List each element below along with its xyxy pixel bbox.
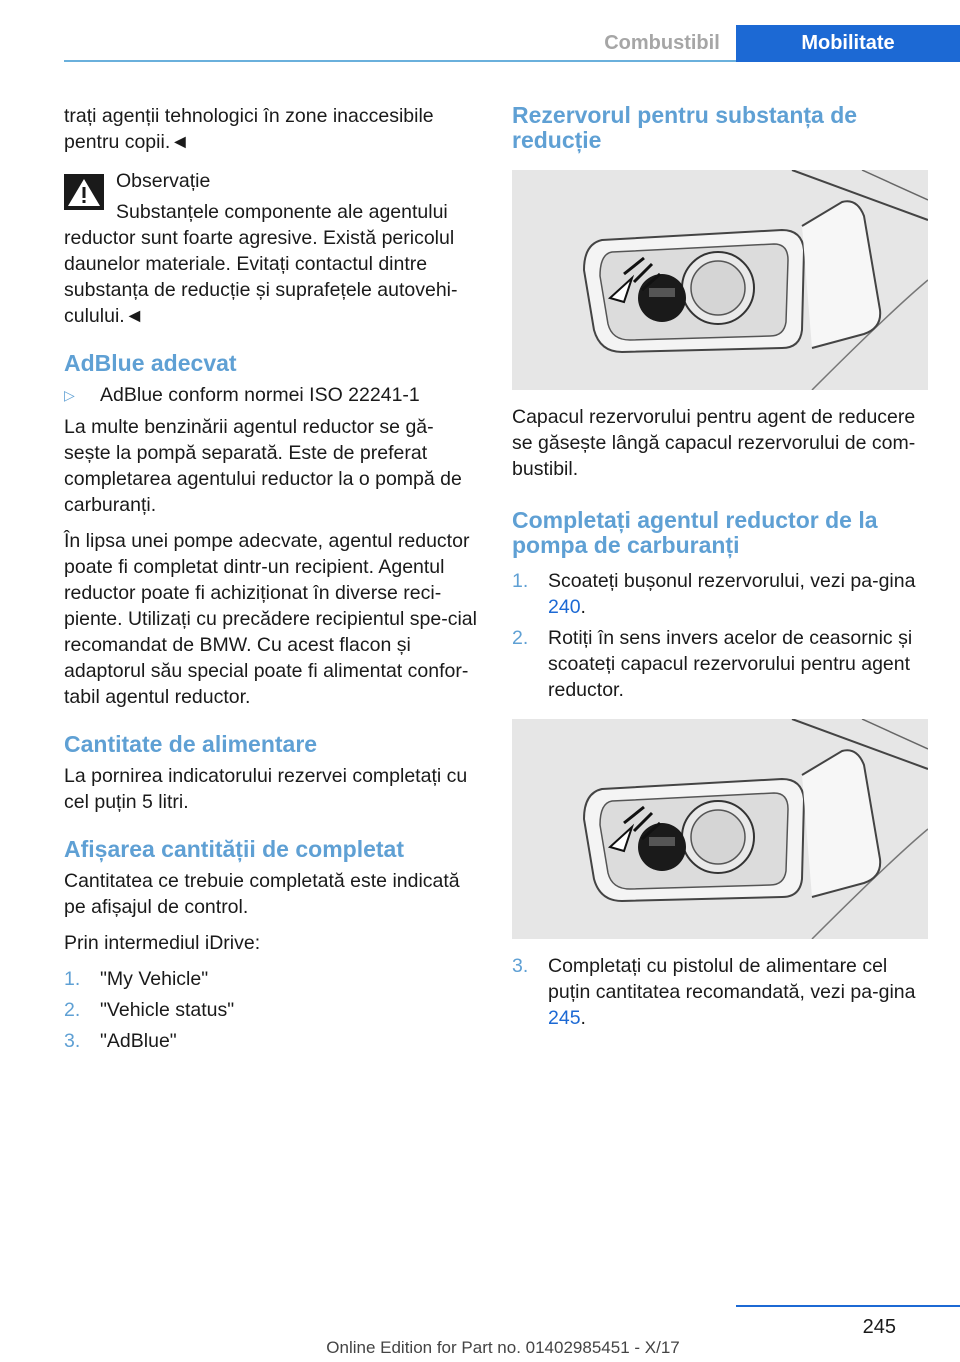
paragraph: În lipsa unei pompe adecvate, agentul reductor poate fi completat dintr-un recipient. Agentul reductor poate fi achiziționat în diverse reci‐piente. Utilizați cu precădere recipientul spe‐cial recomandat de BMW. Cu acest flacon și adaptorul său special poate fi alimentat confor‐tabil agentul reductor.	[64, 530, 477, 708]
warning-box	[64, 168, 480, 329]
heading-adblue-adecvat: AdBlue adecvat	[64, 350, 237, 376]
tab-mobilitate[interactable]: Mobilitate	[736, 25, 960, 62]
tab-combustibil[interactable]: Combustibil	[604, 32, 720, 54]
left-column	[64, 103, 480, 1059]
heading-cantitate: Cantitate de alimentare	[64, 731, 318, 757]
page-link[interactable]: 245	[548, 1007, 581, 1029]
bullet-triangle-icon: ▷	[64, 387, 75, 403]
heading-completati: Completați agentul reductor de la pompa de carburanți	[512, 507, 878, 558]
right-column	[512, 103, 928, 1036]
warning-text: Substanțele componente ale agentului reductor sunt foarte agresive. Există pericolul daunelor materiale. Evitați contactul dintre substanța de reducție și suprafețele autovehi‐culului.◄	[64, 201, 458, 327]
paragraph: Prin intermediul iDrive:	[64, 932, 261, 954]
figure-filler-open	[512, 719, 928, 939]
figure-caption: Capacul rezervorului pentru agent de reducere se găsește lângă capacul rezervorului de com‐bustibil.	[512, 406, 916, 480]
bullet-text: AdBlue conform normei ISO 22241-1	[100, 384, 420, 406]
list-item: 1. Scoateți bușonul rezervorului, vezi pa‐gina 240.	[512, 570, 916, 618]
heading-rezervor: Rezervorul pentru substanța de reducție	[512, 102, 858, 153]
footer-rule	[736, 1305, 960, 1307]
warning-triangle-icon	[64, 174, 104, 210]
list-item: 2. Rotiți în sens invers acelor de ceasornic și scoateți capacul rezervorului pentru agent reductor.	[512, 627, 913, 701]
bullet-item	[64, 382, 480, 408]
paragraph: La multe benzinării agentul reductor se gă‐sește la pompă separată. Este de preferat completarea agentului reductor la o pompă de carburanți.	[64, 416, 462, 516]
filler-flap-illustration	[512, 719, 928, 939]
list-item: 1. "My Vehicle"	[64, 968, 209, 990]
page-link[interactable]: 240	[548, 596, 581, 618]
warning-title: Observație	[116, 170, 211, 192]
list-item: 3. Completați cu pistolul de alimentare cel puțin cantitatea recomandată, vezi pa‐gina 245.	[512, 955, 916, 1029]
idrive-steps	[64, 966, 480, 1054]
list-item: 2. "Vehicle status"	[64, 999, 235, 1021]
figure-filler-cap	[512, 170, 928, 390]
refill-steps	[512, 568, 928, 703]
heading-afisarea: Afișarea cantității de completat	[64, 836, 404, 862]
edition-footer: Online Edition for Part no. 01402985451 - X/17	[326, 1338, 680, 1357]
intro-text: trați agenții tehnologici în zone inaccesibile pentru copii.◄	[64, 105, 434, 153]
paragraph: La pornirea indicatorului rezervei completați cu cel puțin 5 litri.	[64, 765, 468, 813]
paragraph: Cantitatea ce trebuie completată este indicată pe afișajul de control.	[64, 870, 460, 918]
list-item: 3. "AdBlue"	[64, 1030, 177, 1052]
refill-steps-cont	[512, 953, 928, 1031]
page-number: 245	[862, 1316, 896, 1338]
filler-flap-illustration	[512, 170, 928, 390]
